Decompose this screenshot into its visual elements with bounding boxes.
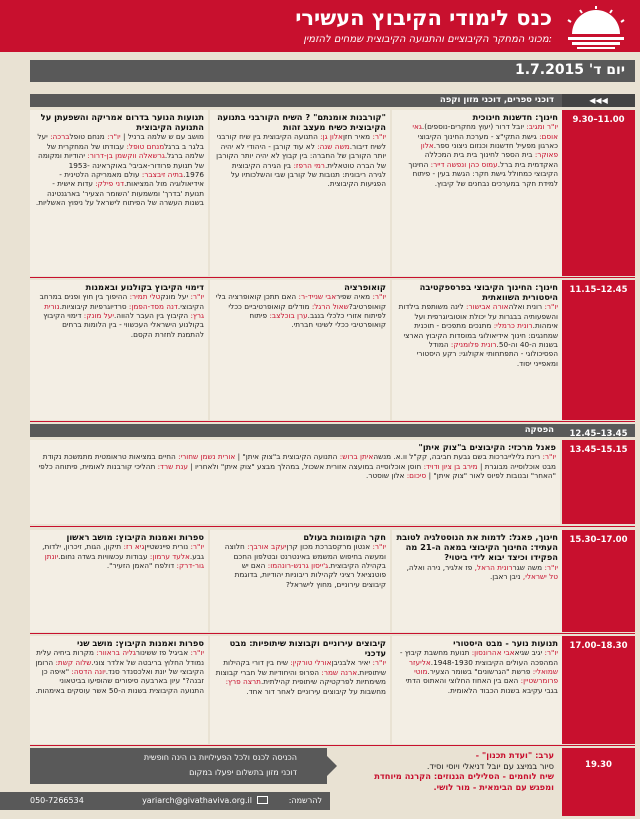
session-text: אבי שנייד-ר: xyxy=(296,292,337,302)
registration-label: להרשמה: xyxy=(288,796,322,805)
registration-phone[interactable]: 050-7266534 xyxy=(30,796,84,805)
session-text: משה שגר xyxy=(512,562,543,572)
session-text: תרצה פרץ: xyxy=(225,677,261,687)
break-label: הפסקה xyxy=(524,425,554,435)
session-text: אלעד ערמון: xyxy=(147,551,190,561)
session-text: ארנה שמר: xyxy=(319,667,358,677)
session-text: בתיה זיבצבר: xyxy=(139,170,184,180)
session-text: מושב עם ש שלמה ברניל | xyxy=(120,132,204,142)
session-text: תנועת מחשבת קיבוץ - המהפכה העולים הקיבוצית 1948-1930. xyxy=(399,648,558,667)
session-text: חוסן אוכלוסייה במועצה אזורית אשכול, במהלך מבצע "צוק איתן" ולאחריו | xyxy=(187,461,422,471)
time-label: 12.45–13.45 xyxy=(569,429,628,439)
session-text: האם יש פוטנציאל רציני לקהילות ריבוניות יהודיות, בדוגמת קיבוצים עירוניים, מחוץ לישראל? xyxy=(234,561,386,589)
session-text: פיתוח קואופרטיבי ככלי לשינוי חברתי. xyxy=(249,311,386,330)
session-text: לא עוד קורבן - היהודי לא יהיה יותר הקורבן של החברה: בין קבוץ לא יהיה יותר הקורבן של הברה טוטאלית. xyxy=(216,141,386,170)
time-slot xyxy=(562,530,635,632)
session-cell xyxy=(210,110,390,276)
session-text: יגיב שגיא xyxy=(514,648,543,658)
session-text: הפרופ והיחודיות של חברי קבוצות משימתיות לפרקטיקה שיתופית קהילתית. xyxy=(215,667,386,687)
sun-logo-icon xyxy=(558,4,634,50)
session-text: עולם מאמריקה הלטינית - אידיאולוגיה מול המציאות. xyxy=(59,170,204,189)
session-title: חינוך, פאנל: לדמות את הנוסטלגיה לטובת העתיד: החינוך הקיבוצי במאה ה-21 מה הפקידו וכיצד יבוא לידי ביטוי? xyxy=(396,532,558,563)
session-text: מחשבות על קיבוצים עירוניים לאחר דור אחד. xyxy=(246,686,386,696)
time-slot xyxy=(562,424,635,437)
session-text: יו"ר: xyxy=(370,542,386,552)
evening-line: ערב: "ועדת תכנון" - xyxy=(475,750,554,760)
session-text: אלון גן: xyxy=(317,132,343,142)
session-text: הקיבוץ בין העבר להווה. xyxy=(113,311,189,321)
session-text: אורלי טורקין: xyxy=(288,658,332,668)
session-body xyxy=(34,452,556,480)
time-label: 17.00–18.30 xyxy=(569,641,628,651)
session-text: אבי אהרונסון: xyxy=(469,648,515,658)
info-line-1: הכניסה לכנס ולכל הפעילויות בו הינה חופשית xyxy=(143,753,297,762)
session-text: יעל מונק: xyxy=(81,311,114,321)
session-text: ענת שרד: xyxy=(155,461,188,471)
session-text: גישת התקי"צ - מערכת החינוך הקיבוצי כארגון מפעיל חדשנות וכנזום ניצוני ספר. xyxy=(417,131,558,151)
session-text: גרשאלה ווקשמן בן-דרור: xyxy=(85,151,165,161)
session-text: יעקב אורבך: xyxy=(244,542,287,552)
session-text: חלוצה ומעשה בחיפוש המשמש באינטרנט ובטלפון החכם בקהילה הקיבוצית. xyxy=(224,542,386,571)
time-label: 15.30–17.00 xyxy=(569,535,628,545)
session-text: מירב בן ציון ודויד: xyxy=(421,461,478,471)
session-text: מנחם טופל xyxy=(69,132,105,142)
session-text: לינה משותפת בילדות והשפעותיה בבגרות על יכולת אוטוביוגרפית ועל אימהות. xyxy=(398,302,558,331)
session-cell xyxy=(210,636,390,744)
session-cell xyxy=(392,530,562,632)
session-text: רונית פלומניק: xyxy=(448,340,497,350)
session-text: יו"ר: xyxy=(540,452,556,462)
session-text: יעל בלגר ב ברגל xyxy=(37,132,204,151)
session-cell xyxy=(210,530,390,632)
session-text: רונית כרמלי: xyxy=(491,321,533,331)
page-subtitle: מכוני המחקר הקיבוציים והתנועה הקיבוצית שמחים להזמין: xyxy=(303,34,552,45)
session-text: יו"ר: xyxy=(188,542,204,552)
session-text: אנטון מרקס xyxy=(332,542,371,552)
session-text: איתן ברוש: xyxy=(337,452,374,462)
session-text: אלון שוסטר. xyxy=(366,471,405,481)
info-arrow-icon xyxy=(305,748,327,784)
session-text: ברכה: xyxy=(47,132,70,142)
session-title: תנועות נוער - מבט היסטורי xyxy=(453,638,558,648)
session-title: קואופרציה xyxy=(344,282,386,292)
session-text: אורה אבישור: xyxy=(463,302,509,312)
registration-email[interactable]: yariarch@givathaviva.org.il xyxy=(142,796,252,805)
time-slot xyxy=(562,636,635,744)
session-title: ספרות ואמנות הקיבוץ: מושב ראשון xyxy=(66,532,204,542)
divider xyxy=(30,277,635,278)
session-text: סרדיוגרפיות קיבוציות. xyxy=(59,301,127,311)
session-text: נורית גרץ: xyxy=(44,301,204,321)
session-title: "קורבנות אומנתם" ? השיח הקורבני בתנועה הקיבוצית כשיח מעצב זהות xyxy=(217,112,386,133)
session-text: יו"ר: xyxy=(370,292,386,302)
time-slot xyxy=(562,110,635,276)
session-title: קיבוצים עירוניים וקבוצות שיתופיות: מבט עדכני xyxy=(229,638,386,659)
session-text: מודלים קואופרטיביים ככלי לפיתוח אזורי כלכלי בנגב. xyxy=(228,301,386,321)
session-text: מנחם טופל: xyxy=(124,141,165,151)
session-text: התנועה הקיבוצית ב"צוק איתן" | xyxy=(235,452,338,462)
session-title: חקר הקומונות בעולם xyxy=(303,532,386,542)
session-text: משה שנה: xyxy=(314,141,350,151)
date-bar xyxy=(30,60,635,82)
session-text: טל ישראלי, xyxy=(520,572,558,582)
time-slot xyxy=(562,280,635,420)
session-text: יאיר אלבניבן xyxy=(331,658,371,668)
session-text: דנה מסד-הפמן: xyxy=(126,301,178,311)
session-text: בית הספר לחינוך בית בית המכללה האקדמית בית ברל. xyxy=(424,150,558,169)
session-text: יו"ר ומגיב: xyxy=(524,122,558,132)
session-text: אליעזר שמואלי: xyxy=(408,657,558,677)
session-text: מאיה שפיר xyxy=(336,292,371,302)
session-title: פאנל מרכזי: הקיבוצים ב"צוק איתן" xyxy=(418,442,556,452)
session-text: עבודתו של המחקרית של שלמה ברגל. xyxy=(46,141,204,161)
session-body xyxy=(34,648,204,695)
session-text: "איפה כן זבנה?" עיון בארבעה סיפורים שהופיעו בביטאוני התנועה הקיבוצית בשנות ה-50 אשר עוסקים באימהות. xyxy=(35,667,204,695)
divider xyxy=(30,526,635,527)
session-text: מקרות ביחיה עלית נמודל החלוץ בריבטה של אלדר צוני. xyxy=(36,648,204,667)
evening-line: ומפגש עם הבימאית - מור לושי. xyxy=(433,781,554,792)
time-label: 13.45–15.15 xyxy=(569,445,628,455)
session-text: ערן בוכלצב: xyxy=(267,311,308,321)
session-text: דני פילק: xyxy=(92,179,125,189)
session-text: מוטי פרומרשטיין: xyxy=(414,667,558,686)
info-box xyxy=(30,748,305,784)
divider xyxy=(30,421,635,422)
session-text: אביגיל פז ששינור xyxy=(135,648,189,658)
session-title: ספרות ואמנות הקיבוץ: מושב שני xyxy=(77,638,204,648)
session-text: החיים במציאות טראומטית מתמשכת נקודת מבט אוכלוסייה מבוגרת | xyxy=(42,452,556,471)
session-cell xyxy=(30,280,208,420)
session-cell xyxy=(30,530,208,632)
session-body xyxy=(214,658,386,696)
session-text: פרשת "הגרשונים" בשומר הצעיר. xyxy=(427,667,531,677)
session-text: עבודות עכשוויות בשדה נחום. xyxy=(58,551,148,561)
session-cell xyxy=(392,280,562,420)
time-label: 11.15–12.45 xyxy=(569,285,628,295)
session-text: יהודיות ומקומה של תנועת פרודור-אביבי' באוקראינה 1953-1976. xyxy=(38,151,204,180)
session-text: יובל דרור (יעוץ מחקרים-נוספים). xyxy=(421,122,524,132)
session-text: גאי אוסם: xyxy=(412,122,558,141)
evening-time xyxy=(562,748,635,816)
session-title: חינוך: החינוך הקיבוצי בפרספקטיבה היסטורית השוואתית xyxy=(419,282,558,303)
page-title: כנס לימודי הקיבוץ העשירי xyxy=(295,6,552,30)
evening-line: שיח לוחמים - הסלילים הגנוזים: הקרנה מיוחדת xyxy=(374,771,554,782)
session-text: עדות אישית - תנועת 'בדרך' ומשמעות 'השומר הצעיר' בארגנטינה בשנות העשרה של הפיתוח לישראל על ניפוץ האשליות. xyxy=(35,179,204,208)
divider xyxy=(30,745,635,746)
session-text: מתנכים מתפכים - תוכנית שמחנגים: חינוך אידיאולוגי במוסדות הקיבוץ הארצי בשנות ה-40 וה-50. xyxy=(403,321,558,350)
session-body xyxy=(214,542,386,589)
session-text: ההיפוך בין חוץ ופנים במרחב הקיבוצי. xyxy=(39,292,204,311)
session-body xyxy=(396,302,558,368)
session-text: התנועה הקיבוצית בין שיח קורבני לשיח דיבור. xyxy=(216,132,386,151)
session-body xyxy=(396,563,558,582)
session-text: רונית הראל, xyxy=(472,562,513,572)
session-text: יונה הדסה: xyxy=(69,667,106,677)
session-text: יו"ר: xyxy=(542,302,558,312)
session-text: יו"ר: xyxy=(188,648,204,658)
session-text: רינת גליליי xyxy=(508,452,541,462)
session-text: אלון פאוקר: xyxy=(420,141,558,160)
evening-program xyxy=(330,748,558,816)
session-text: ברכת מכון קרן xyxy=(286,542,333,552)
info-line-2: דוכני מזון בתשלום יפעלו במקום xyxy=(189,768,297,777)
session-text: המודל הפסיכולוגי - התפתחותי אקולוגי: רקע היסטורי ומאפייני יסוד. xyxy=(416,340,558,368)
session-text: רונית ואלה xyxy=(508,302,543,312)
book-stalls-bar xyxy=(30,94,562,107)
session-text: ג'ייסון גרנש-רונהמו: xyxy=(265,561,329,571)
session-text: רמי הרפז: xyxy=(291,160,325,170)
session-text: שאול הרגל: xyxy=(309,301,349,311)
session-title: חינוך: חדשנות חינוכית xyxy=(472,112,558,122)
divider xyxy=(30,633,635,634)
time-slot xyxy=(562,440,635,524)
time-label: 9.30–11.00 xyxy=(572,115,625,125)
session-text: ברכות בשם גבעת חביבה, קק"ל וו.א. מנשה xyxy=(373,452,509,462)
session-text: גיא רז: xyxy=(121,542,145,552)
session-text: שיח בין דורי בקהילות שיתופיות. xyxy=(223,658,386,677)
session-text: דולפח "האמן הזעיר". xyxy=(106,561,175,571)
session-text: יו"ר: xyxy=(542,562,558,572)
session-text: יו"ר: xyxy=(542,648,558,658)
session-text: מאיר חזן xyxy=(342,132,371,142)
session-body xyxy=(214,132,386,188)
session-cell xyxy=(30,440,560,524)
session-text: האם בין האחוז החלוצי והאתוס הדתי בגבי עקיבא בשנות הכבוד הלאומית. xyxy=(405,676,558,695)
date-label: יום ד' 1.7.2015 xyxy=(514,62,625,78)
footer xyxy=(0,792,330,810)
session-title: דימוי הקיבוץ בקולנוע ובאמנות xyxy=(85,282,204,292)
evening-time-label: 19.30 xyxy=(585,760,612,770)
session-text: החינוך הקיבוצי כמחולל גישת חקר: הגשת בעין - פיתוח למידת חקר במערכים נבחנים של קיבוץ. xyxy=(408,159,558,188)
session-text: יו"ר: xyxy=(370,132,386,142)
session-text: יעל מונק xyxy=(160,292,189,302)
session-text: יונתן גור-דרק: xyxy=(44,551,204,571)
session-body xyxy=(214,292,386,330)
session-text: סיכום: xyxy=(404,471,427,481)
session-text: יו"ר: xyxy=(370,658,386,668)
evening-line: סיור במיצג עם יובל דניאלי ויוסי וסיד. xyxy=(426,760,554,771)
session-body xyxy=(396,122,558,188)
session-title: תנועות הנוער בדרום אמריקה והשפעתן על התנועה הקיבוצית xyxy=(40,112,204,133)
session-text: שלוה קשת: xyxy=(53,657,92,667)
session-cell xyxy=(392,636,562,744)
mail-icon xyxy=(257,796,268,804)
session-text: יו"ר: xyxy=(104,132,121,142)
session-body xyxy=(396,648,558,695)
header xyxy=(0,0,640,52)
session-text: הרומן הקיבוצי של יונת ואלכסנדר סנד. xyxy=(35,657,204,677)
session-text: תיקון, הגות, זיכרון, ילדות, גבע. xyxy=(42,542,204,561)
break-bar xyxy=(30,424,562,437)
session-cell xyxy=(392,110,562,276)
session-text: האם תתכן קואופרציה בלי קואופרטיב? xyxy=(215,292,386,311)
session-cell xyxy=(210,280,390,420)
session-body xyxy=(34,132,204,207)
session-text: נורית פיינשטיין xyxy=(144,542,189,552)
session-text: טלי תמיר: xyxy=(127,292,161,302)
session-cell xyxy=(30,110,208,276)
session-text: דימוי הקיבוץ בקולנוע הישראלי העכשווי - בין הלומות ברחים להתמנת לחזרת הקסם. xyxy=(43,311,204,339)
session-text: עמוס כהן ונפשה דייר: xyxy=(428,159,498,169)
session-body xyxy=(34,292,204,339)
session-body xyxy=(34,542,204,570)
rewind-arrows-icon: ◀◀◀ xyxy=(562,94,635,107)
session-text: יו"ר: xyxy=(188,292,204,302)
session-text: גליה בראוור: xyxy=(93,648,136,658)
session-text: תהליכי קורבנות לאומית, פיתוחה כלפי "האחר" ובנובות לפיוס לאור "צוק איתן" | xyxy=(38,461,556,481)
session-text: פז אלגיר, נירה ואלה, xyxy=(406,562,473,572)
session-text: ניבן ראבן. xyxy=(489,572,521,582)
session-cell xyxy=(30,636,208,744)
book-stalls-label: דוכני ספרים, דוכני מזון וקפה xyxy=(439,95,554,105)
session-text: בין הגירה הקיבוצית לגירה ריבונית: תנובות של קורבן שבי והשלכותיו על הפגיעות הקיבוצית. xyxy=(230,160,386,189)
session-text: אורית נשמן שחורי: xyxy=(175,452,236,462)
